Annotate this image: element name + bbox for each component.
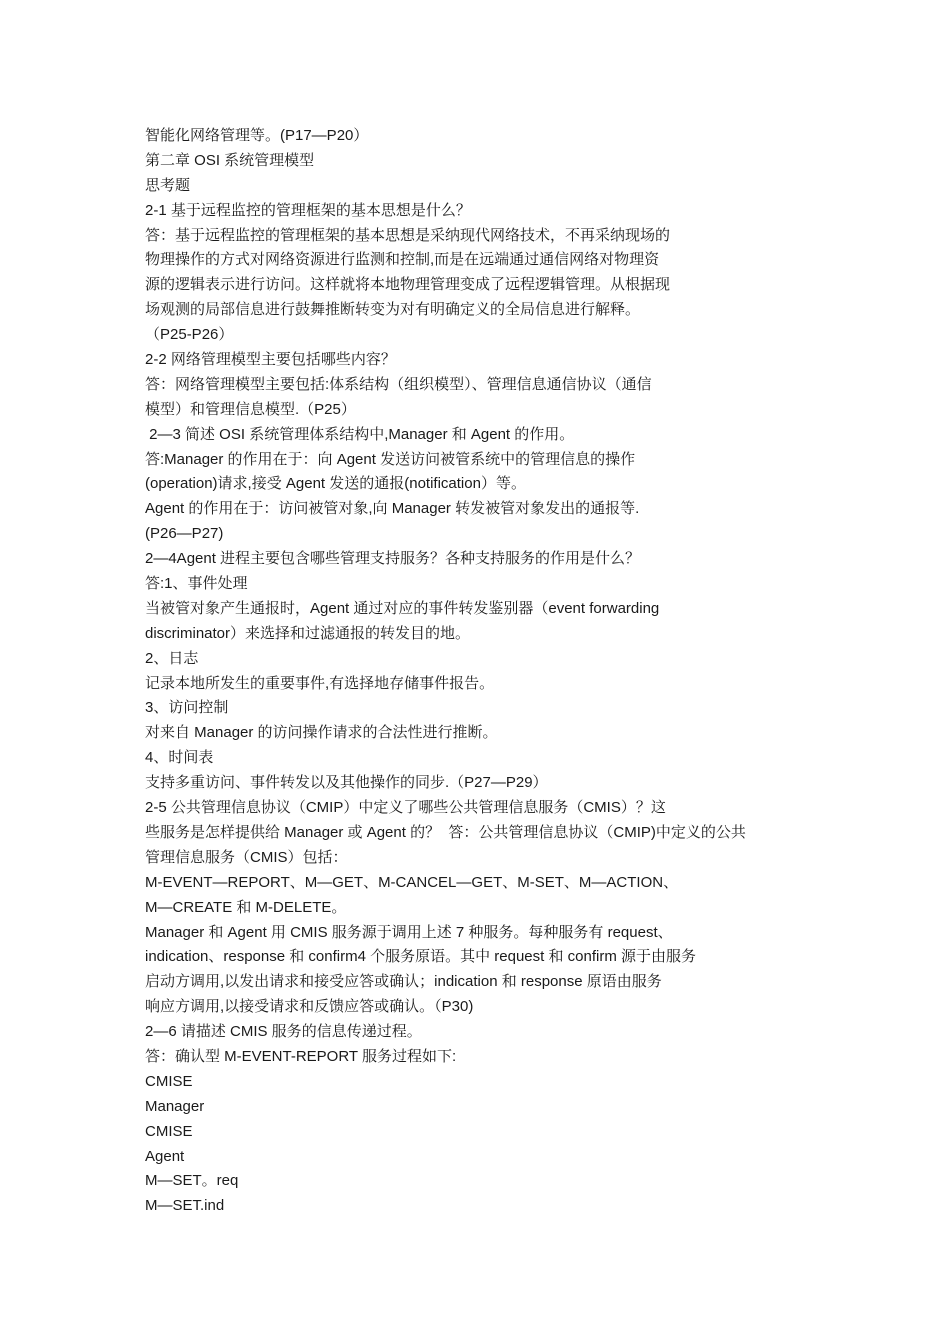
question-line: 2-1 基于远程监控的管理框架的基本思想是什么？ [145,201,471,219]
diagram-label: Manager [145,1097,205,1115]
question-line: 2-5 公共管理信息协议（CMIP）中定义了哪些公共管理信息服务（CMIS）？这 [145,799,666,817]
answer-line: 启动方调用,以发出请求和接受应答或确认；indication 和 response 原语由服务 [145,973,662,991]
answer-line: 源的逻辑表示进行访问。这样就将本地物理管理变成了远程逻辑管理。从根据现 [145,276,671,294]
answer-line: 对来自 Manager 的访问操作请求的合法性进行推断。 [145,724,498,742]
answer-line: 当被管对象产生通报时，Agent 通过对应的事件转发鉴别器（event forwarding [145,599,660,617]
answer-line: 2、日志 [145,649,199,667]
diagram-label: CMISE [145,1122,193,1140]
answer-line: 物理操作的方式对网络资源进行监测和控制,而是在远端通过通信网络对物理资 [145,251,660,269]
answer-line: 响应方调用,以接受请求和反馈应答或确认。（P30) [145,998,474,1016]
answer-line: M—CREATE 和 M-DELETE。 [145,898,347,916]
page-reference: （P25-P26） [145,326,234,344]
answer-line: 场观测的局部信息进行鼓舞推断转变为对有明确定义的全局信息进行解释。 [145,301,641,319]
diagram-label: M—SET。req [145,1172,239,1190]
question-line: 2—6 请描述 CMIS 服务的信息传递过程。 [145,1023,422,1041]
diagram-label: M—SET.ind [145,1197,225,1215]
answer-line: 答：确认型 M-EVENT-REPORT 服务过程如下: [145,1047,457,1065]
answer-line: 答：基于远程监控的管理框架的基本思想是采纳现代网络技术，不再采纳现场的 [145,226,671,244]
answer-line: 答:Manager 的作用在于：向 Agent 发送访问被管系统中的管理信息的操作 [145,450,636,468]
section-heading: 思考题 [145,176,191,194]
answer-line: 3、访问控制 [145,699,229,717]
answer-line: 模型）和管理信息模型.（P25） [145,400,356,418]
answer-line: 管理信息服务（CMIS）包括： [145,848,348,866]
answer-line: (operation)请求,接受 Agent 发送的通报(notification）等。 [145,475,526,493]
answer-line: 答：网络管理模型主要包括:体系结构（组织模型）、管理信息通信协议（通信 [145,375,652,393]
answer-line: 答:1、事件处理 [145,575,248,593]
question-line: 2—4Agent 进程主要包含哪些管理支持服务？各种支持服务的作用是什么？ [145,550,641,568]
question-line: 2—3 简述 OSI 系统管理体系结构中,Manager 和 Agent 的作用。 [145,425,575,443]
question-line: 些服务是怎样提供给 Manager 或 Agent 的？ 答：公共管理信息协议（CMIP)中定义的公共 [145,823,746,841]
question-line: 2-2 网络管理模型主要包括哪些内容？ [145,351,396,369]
text-line: 智能化网络管理等。(P17—P20） [145,127,369,144]
chapter-title: 第二章 OSI 系统管理模型 [145,151,315,169]
answer-line: 支持多重访问、事件转发以及其他操作的同步.（P27—P29） [145,774,548,792]
document-body [145,124,825,1219]
diagram-label: CMISE [145,1072,193,1090]
answer-line: 4、时间表 [145,749,214,767]
answer-line: Agent 的作用在于：访问被管对象,向 Manager 转发被管对象发出的通报等. [145,500,640,518]
page-reference: (P26—P27) [145,525,224,543]
answer-line: indication、response 和 confirm4 个服务原语。其中 request 和 confirm 源于由服务 [145,948,696,966]
diagram-label: Agent [145,1147,185,1165]
answer-line: 记录本地所发生的重要事件,有选择地存储事件报告。 [145,674,495,692]
answer-line: discriminator）来选择和过滤通报的转发目的地。 [145,624,471,642]
answer-line: Manager 和 Agent 用 CMIS 服务源于调用上述 7 种服务。每种服务有 request、 [145,923,673,941]
answer-line: M-EVENT—REPORT、M—GET、M-CANCEL—GET、M-SET、M—ACTION、 [145,873,679,891]
